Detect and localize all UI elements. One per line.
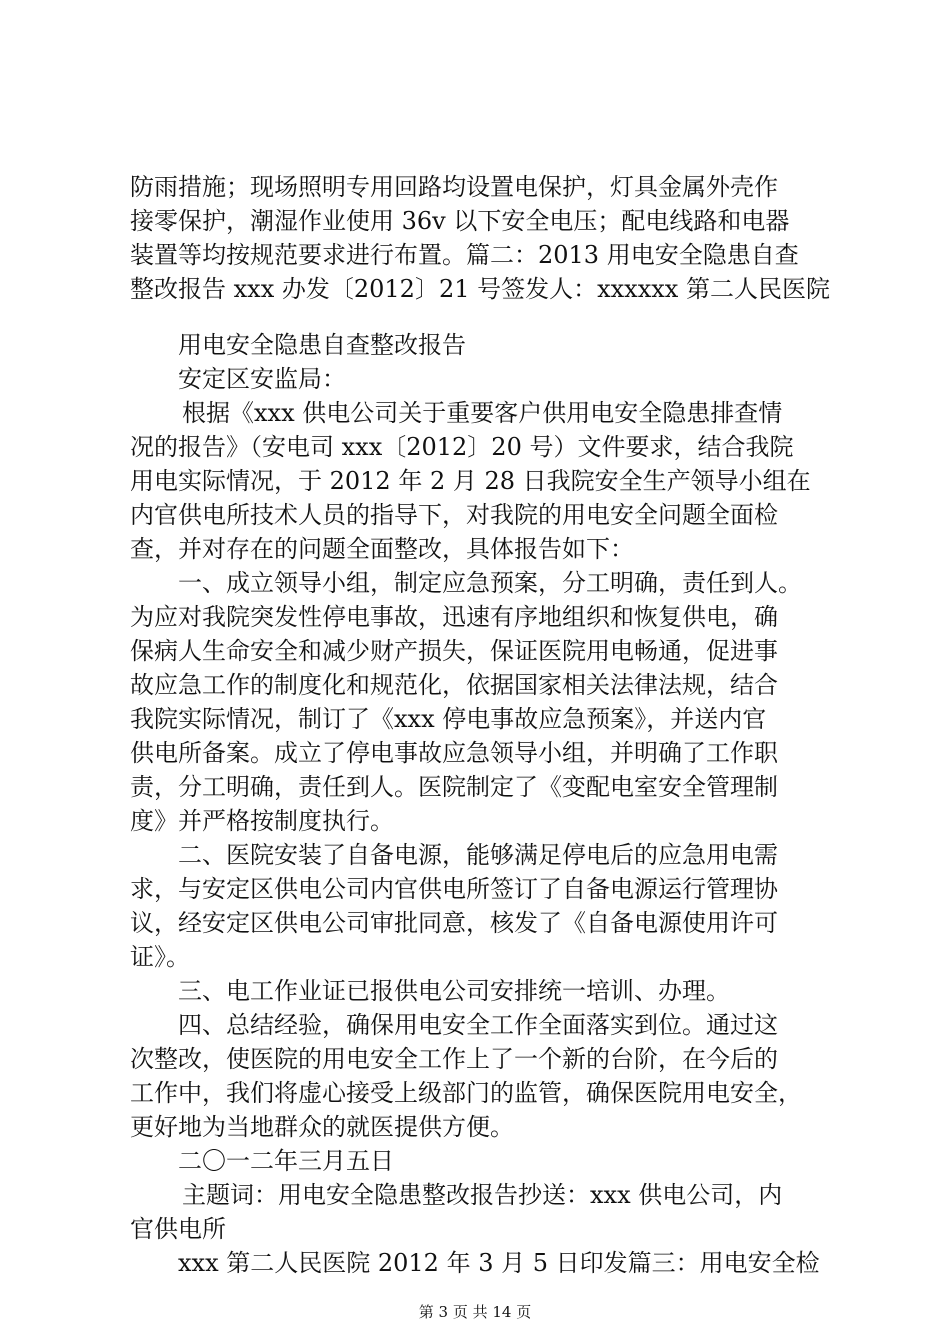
text-line: 整改报告 xxx 办发〔2012〕21 号签发人：xxxxxx 第二人民医院 — [130, 275, 830, 303]
text-line: 我院实际情况，制订了《xxx 停电事故应急预案》，并送内官 — [130, 705, 767, 733]
text-line: 二、医院安装了自备电源，能够满足停电后的应急用电需 — [178, 841, 778, 869]
text-line: 四、总结经验，确保用电安全工作全面落实到位。通过这 — [178, 1011, 778, 1039]
subject-line: 主题词：用电安全隐患整改报告抄送：xxx 供电公司，内 — [182, 1181, 783, 1209]
text-line: 为应对我院突发性停电事故，迅速有序地组织和恢复供电，确 — [130, 603, 778, 631]
text-line: 更好地为当地群众的就医提供方便。 — [130, 1113, 514, 1141]
text-line: 接零保护，潮湿作业使用 36v 以下安全电压；配电线路和电器 — [130, 207, 790, 235]
text-line: 工作中，我们将虚心接受上级部门的监管，确保医院用电安全， — [130, 1079, 802, 1107]
text-line: 责，分工明确，责任到人。医院制定了《变配电室安全管理制 — [130, 773, 778, 801]
text-line: 防雨措施；现场照明专用回路均设置电保护，灯具金属外壳作 — [130, 173, 778, 201]
text-line: 内官供电所技术人员的指导下，对我院的用电安全问题全面检 — [130, 501, 778, 529]
text-line: 装置等均按规范要求进行布置。篇二：2013 用电安全隐患自查 — [130, 241, 799, 269]
text-line: 保病人生命安全和减少财产损失，保证医院用电畅通，促进事 — [130, 637, 778, 665]
text-line: 供电所备案。成立了停电事故应急领导小组，并明确了工作职 — [130, 739, 778, 767]
text-line: 查，并对存在的问题全面整改，具体报告如下： — [130, 535, 634, 563]
text-line: 议，经安定区供电公司审批同意，核发了《自备电源使用许可 — [130, 909, 778, 937]
text-line: 证》。 — [130, 943, 190, 971]
text-line: 故应急工作的制度化和规范化，依据国家相关法律法规，结合 — [130, 671, 778, 699]
addressee: 安定区安监局： — [178, 365, 346, 393]
text-line: 用电实际情况，于 2012 年 2 月 28 日我院安全生产领导小组在 — [130, 467, 811, 495]
text-line: 三、电工作业证已报供电公司安排统一培训、办理。 — [178, 977, 730, 1005]
text-line: xxx 第二人民医院 2012 年 3 月 5 日印发篇三：用电安全检 — [178, 1249, 820, 1277]
text-line: 度》并严格按制度执行。 — [130, 807, 394, 835]
text-line: 次整改，使医院的用电安全工作上了一个新的台阶，在今后的 — [130, 1045, 778, 1073]
text-line: 求，与安定区供电公司内官供电所签订了自备电源运行管理协 — [130, 875, 778, 903]
text-line: 况的报告》（安电司 xxx〔2012〕20 号）文件要求，结合我院 — [130, 433, 794, 461]
date-line: 二〇一二年三月五日 — [178, 1147, 394, 1175]
text-line: 一、成立领导小组，制定应急预案，分工明确，责任到人。 — [178, 569, 802, 597]
text-line: 根据《xxx 供电公司关于重要客户供用电安全隐患排查情 — [182, 399, 783, 427]
report-title: 用电安全隐患自查整改报告 — [178, 331, 466, 359]
page-number: 第 3 页 共 14 页 — [418, 1303, 532, 1321]
text-line: 官供电所 — [130, 1215, 226, 1243]
